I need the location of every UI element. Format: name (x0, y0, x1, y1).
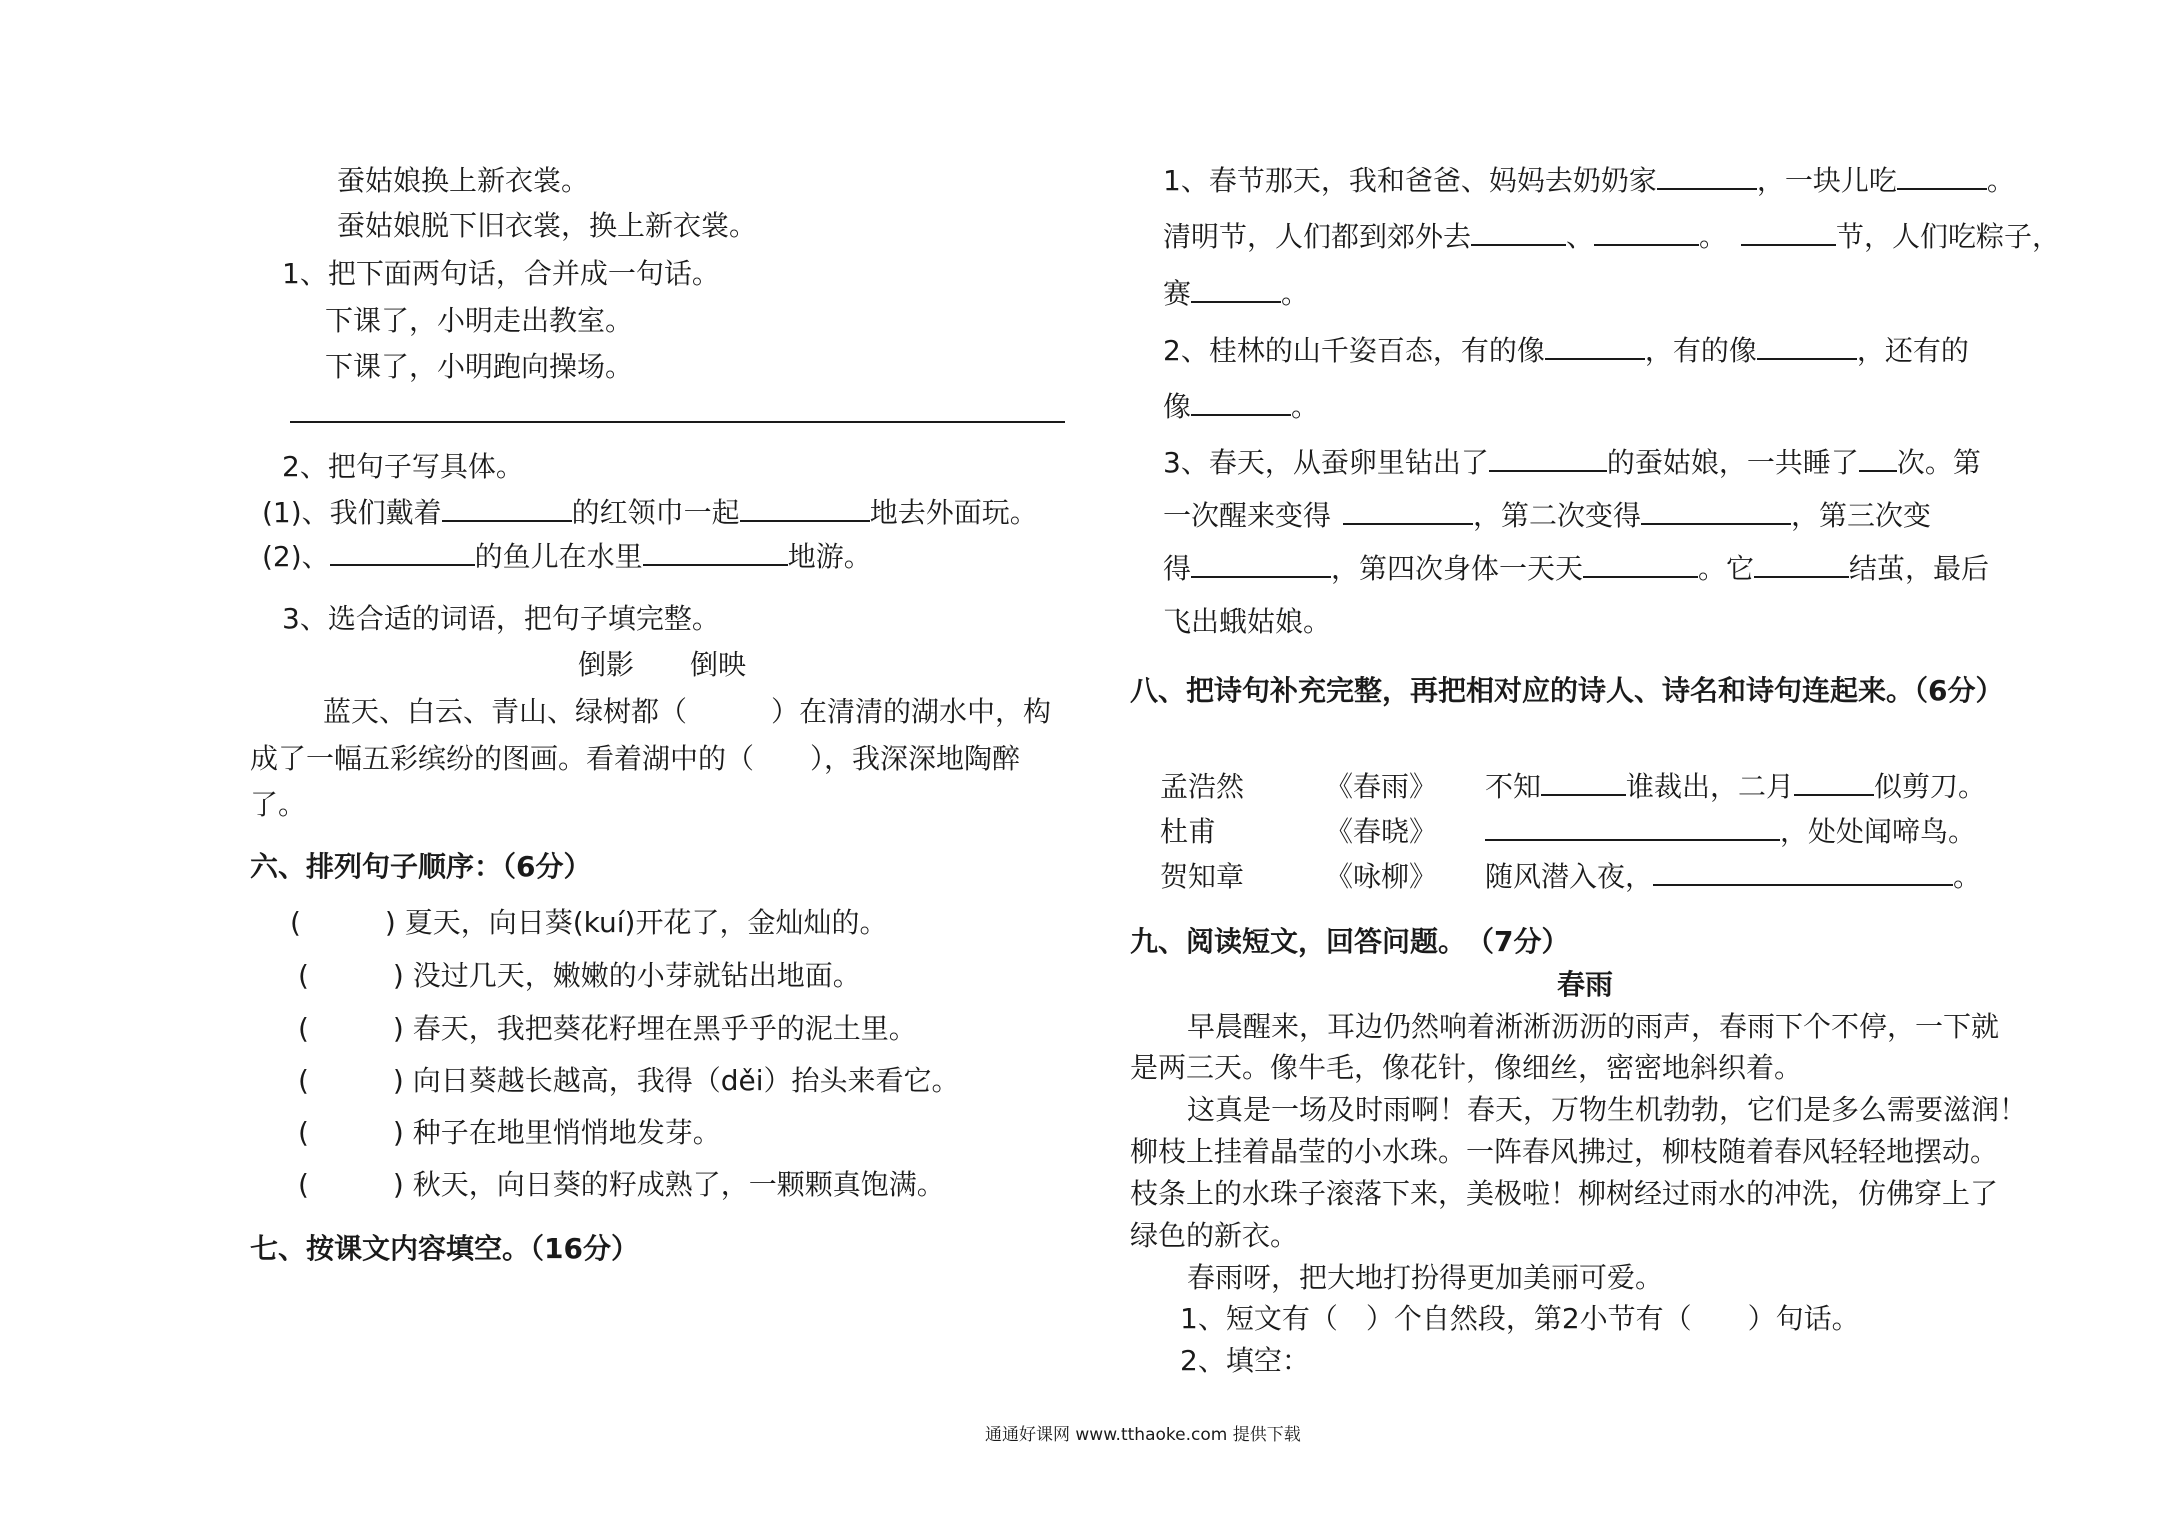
verse-3-text-a: 随风潜入夜， (1485, 860, 1654, 893)
passage-p2-line-1: 这真是一场及时雨啊！春天，万物生机勃勃，它们是多么需要滋润！ (1187, 1093, 2028, 1126)
fill-3-text-g: 得 (1163, 552, 1192, 585)
fill-3-blank-1[interactable] (1489, 444, 1607, 472)
passage-p1-line-2: 是两三天。像牛毛，像花针，像细丝，密密地斜织着。 (1130, 1051, 1803, 1084)
fill-3-text-e: ，第二次变得 (1473, 499, 1642, 532)
section-6-title: 六、排列句子顺序：（6分） (250, 850, 592, 883)
q1-sentence-1: 下课了，小明走出教室。 (325, 304, 634, 337)
section-9-title: 九、阅读短文，回答问题。 （7分） (1130, 925, 1570, 958)
fill-1-text-i: 。 (1281, 277, 1310, 310)
fill-3-text-b: 的蚕姑娘，一共睡了 (1606, 446, 1859, 479)
fill-2-text-e: 。 (1291, 390, 1320, 423)
silk-sentence-2: 蚕姑娘脱下旧衣裳，换上新衣裳。 (337, 209, 758, 242)
fill-1-text-h: 赛 (1163, 277, 1192, 310)
verse-1-text-b: 谁裁出，二月 (1626, 770, 1795, 803)
q2-item-2-text-c: 地游。 (787, 540, 872, 573)
fill-1-blank-6[interactable] (1191, 275, 1281, 303)
poem-1[interactable]: 《春雨》 (1325, 770, 1438, 803)
q3-paragraph-line-1: 蓝天、白云、青山、绿树都（ ）在清清的湖水中，构 (323, 695, 1052, 728)
q2-item-1-text-a: (1)、我们戴着 (262, 496, 442, 529)
fill-1-blank-5[interactable] (1741, 218, 1836, 246)
passage-p1-line-1: 早晨醒来，耳边仍然响着淅淅沥沥的雨声，春雨下个不停，一下就 (1187, 1010, 2000, 1043)
fill-1-line-1 (1163, 162, 2015, 200)
fill-3-blank-5[interactable] (1191, 550, 1331, 578)
verse-1-blank-2[interactable] (1794, 768, 1874, 796)
verse-2[interactable] (1485, 813, 1976, 851)
passage-p3: 春雨呀，把大地打扮得更加美丽可爱。 (1187, 1261, 1664, 1294)
sec6-item-4: ( ) 向日葵越长越高，我得（děi）抬头来看它。 (298, 1064, 960, 1097)
fill-3-text-a: 3、春天，从蚕卵里钻出了 (1163, 446, 1489, 479)
fill-2-text-d: 像 (1163, 390, 1192, 423)
verse-2-blank-1[interactable] (1485, 813, 1780, 841)
passage-p2-line-4: 绿色的新衣。 (1130, 1219, 1299, 1252)
fill-1-text-e: 、 (1566, 220, 1595, 253)
q2-item-2-text-b: 的鱼儿在水里 (474, 540, 643, 573)
fill-1-blank-4[interactable] (1594, 218, 1699, 246)
fill-1-blank-2[interactable] (1897, 162, 1987, 190)
q3-title: 3、选合适的词语，把句子填完整。 (282, 602, 720, 635)
fill-1-text-c: 。 (1986, 164, 2015, 197)
q3-word-choices: 倒影 倒映 (578, 648, 747, 681)
q1-sentence-2: 下课了，小明跑向操场。 (325, 350, 634, 383)
fill-2-line-1 (1163, 332, 1969, 370)
q2-item-2-blank-2[interactable] (643, 538, 788, 566)
fill-2-text-b: ，有的像 (1644, 334, 1757, 367)
poet-3[interactable]: 贺知章 (1160, 860, 1245, 893)
q2-item-1-text-c: 地去外面玩。 (869, 496, 1038, 529)
fill-2-text-a: 2、桂林的山千姿百态，有的像 (1163, 334, 1545, 367)
verse-1-text-a: 不知 (1485, 770, 1542, 803)
sec6-item-6: ( ) 秋天，向日葵的籽成熟了，一颗颗真饱满。 (298, 1168, 945, 1201)
poem-2[interactable]: 《春晓》 (1325, 815, 1438, 848)
q2-item-1-blank-1[interactable] (442, 494, 572, 522)
verse-1[interactable] (1485, 768, 1986, 806)
fill-3-blank-3[interactable] (1343, 497, 1473, 525)
q2-item-1-text-b: 的红领巾一起 (571, 496, 740, 529)
fill-3-blank-4[interactable] (1641, 497, 1791, 525)
sec6-item-1: ( ) 夏天，向日葵(kuí)开花了，金灿灿的。 (290, 906, 888, 939)
verse-3-text-b: 。 (1953, 860, 1982, 893)
poem-3[interactable]: 《咏柳》 (1325, 860, 1438, 893)
fill-3-blank-2[interactable] (1859, 444, 1897, 472)
fill-2-blank-3[interactable] (1191, 388, 1291, 416)
q2-item-1 (262, 494, 1038, 532)
fill-3-text-i: 。它 (1698, 552, 1755, 585)
reading-q2: 2、填空： (1180, 1344, 1310, 1377)
q1-answer-line[interactable] (290, 421, 1065, 423)
silk-sentence-1: 蚕姑娘换上新衣裳。 (337, 164, 590, 197)
passage-p2-line-2: 柳枝上挂着晶莹的小水珠。一阵春风拂过，柳枝随着春风轻轻地摆动。 (1130, 1135, 1999, 1168)
fill-3-line-4: 飞出蛾姑娘。 (1163, 605, 1332, 638)
fill-3-text-f: ，第三次变 (1791, 499, 1932, 532)
fill-1-text-a: 1、春节那天，我和爸爸、妈妈去奶奶家 (1163, 164, 1657, 197)
fill-1-blank-3[interactable] (1471, 218, 1566, 246)
poet-1[interactable]: 孟浩然 (1160, 770, 1245, 803)
q3-paragraph-line-3: 了。 (250, 788, 307, 821)
verse-1-text-c: 似剪刀。 (1874, 770, 1987, 803)
fill-1-text-b: ，一块儿吃 (1756, 164, 1897, 197)
passage-title: 春雨 (1557, 968, 1614, 1001)
footer-source: 通通好课网 www.tthaoke.com 提供下载 (985, 1425, 1301, 1445)
fill-3-line-3 (1163, 550, 1989, 588)
fill-1-text-f: 。 (1699, 220, 1728, 253)
fill-2-blank-2[interactable] (1757, 332, 1857, 360)
verse-1-blank-1[interactable] (1541, 768, 1626, 796)
fill-1-line-3 (1163, 275, 1309, 313)
fill-3-blank-6[interactable] (1583, 550, 1698, 578)
sec6-item-5: ( ) 种子在地里悄悄地发芽。 (298, 1116, 721, 1149)
sec6-item-2: ( ) 没过几天，嫩嫩的小芽就钻出地面。 (298, 959, 861, 992)
fill-3-blank-7[interactable] (1754, 550, 1849, 578)
fill-1-text-d: 清明节，人们都到郊外去 (1163, 220, 1472, 253)
section-7-title: 七、按课文内容填空。（16分） (250, 1232, 639, 1265)
q2-item-2 (262, 538, 872, 576)
q2-title: 2、把句子写具体。 (282, 450, 524, 483)
fill-3-text-h: ，第四次身体一天天 (1331, 552, 1584, 585)
fill-1-blank-1[interactable] (1657, 162, 1757, 190)
q2-item-2-text-a: (2)、 (262, 540, 330, 573)
fill-1-text-g: 节，人们吃粽子， (1836, 220, 2061, 253)
q2-item-1-blank-2[interactable] (740, 494, 870, 522)
fill-3-text-j: 结茧，最后 (1849, 552, 1990, 585)
q3-paragraph-line-2: 成了一幅五彩缤纷的图画。看着湖中的（ ），我深深地陶醉 (250, 742, 1021, 775)
fill-3-line-2 (1163, 497, 1931, 535)
q1-title: 1、把下面两句话，合并成一句话。 (282, 257, 720, 290)
fill-3-line-1 (1163, 444, 1981, 482)
fill-3-text-d: 一次醒来变得 (1163, 499, 1332, 532)
fill-1-line-2 (1163, 218, 2060, 256)
passage-p2-line-3: 枝条上的水珠子滚落下来，美极啦！柳树经过雨水的冲洗，仿佛穿上了 (1130, 1177, 1999, 1210)
fill-2-line-2 (1163, 388, 1319, 426)
section-8-title: 八、把诗句补充完整，再把相对应的诗人、诗名和诗句连起来。（6分） (1130, 674, 2004, 707)
fill-3-text-c: 次。第 (1896, 446, 1981, 479)
verse-3-blank-1[interactable] (1653, 858, 1953, 886)
q2-item-2-blank-1[interactable] (330, 538, 475, 566)
reading-q1: 1、短文有（ ）个自然段，第2小节有（ ）句话。 (1180, 1302, 1860, 1335)
fill-2-text-c: ，还有的 (1856, 334, 1969, 367)
fill-2-blank-1[interactable] (1545, 332, 1645, 360)
sec6-item-3: ( ) 春天，我把葵花籽埋在黑乎乎的泥土里。 (298, 1012, 917, 1045)
verse-2-text-b: ，处处闻啼鸟。 (1780, 815, 1977, 848)
verse-3[interactable] (1485, 858, 1981, 896)
poet-2[interactable]: 杜甫 (1160, 815, 1217, 848)
